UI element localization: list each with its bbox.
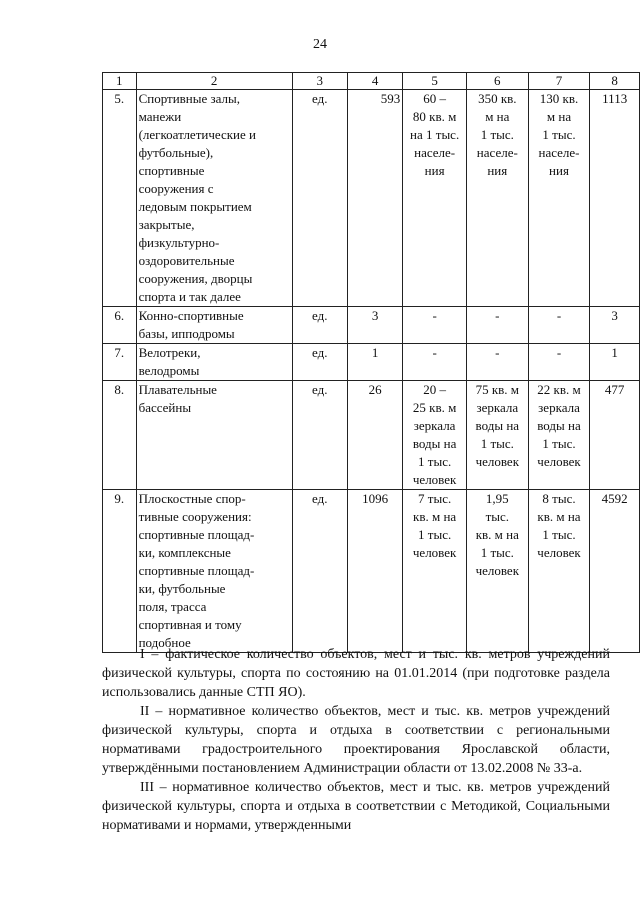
- table-row: [103, 490, 640, 653]
- header-cell: 3: [292, 73, 347, 90]
- unit-cell: ед.: [292, 381, 347, 490]
- facility-name: Плавательные бассейны: [138, 382, 217, 415]
- header-cell: 7: [528, 73, 590, 90]
- note-paragraph: I – фактическое количество объектов, мест и тыс. кв. метров учреждений физической культуры, спорта по состоянию на 01.01.2014 (при подготовке раздела использовались данные СТП ЯО).: [102, 647, 610, 700]
- facility-name: Плоскостные спор- тивные сооружения: спортивные площад- ки, комплексные спортивные площад- ки, футбольные поля, трасса спортивная и тому подобное: [138, 491, 255, 650]
- norm-cell: 60 – 80 кв. м на 1 тыс. населе- ния: [410, 91, 460, 178]
- norm-cell: -: [403, 344, 467, 381]
- unit-cell: ед.: [292, 344, 347, 381]
- table-row: [103, 90, 640, 307]
- actual-count-cell: 3: [347, 307, 402, 344]
- total-cell: 477: [590, 381, 640, 490]
- table-row: [103, 381, 640, 490]
- norm-cell: 20 – 25 кв. м зеркала воды на 1 тыс. человек: [412, 382, 457, 487]
- table-row: [103, 307, 640, 344]
- norm-cell: -: [528, 307, 590, 344]
- row-number: 7.: [103, 344, 137, 381]
- header-cell: 2: [136, 73, 292, 90]
- norm-cell: 22 кв. м зеркала воды на 1 тыс. человек: [537, 382, 581, 469]
- total-cell: 4592: [590, 490, 640, 653]
- total-cell: 3: [590, 307, 640, 344]
- header-cell: 4: [347, 73, 402, 90]
- facility-name: Спортивные залы, манежи (легкоатлетические и футбольные), спортивные сооружения с ледовым покрытием закрытые, физкультурно- оздоровительные сооружения, дворцы спорта и так далее: [138, 91, 256, 304]
- norm-cell: 1,95 тыс. кв. м на 1 тыс. человек: [475, 491, 520, 578]
- norm-cell: -: [403, 307, 467, 344]
- table-row: [103, 344, 640, 381]
- norm-cell: 350 кв. м на 1 тыс. населе- ния: [476, 91, 518, 178]
- actual-count-cell: 1096: [347, 490, 402, 653]
- norm-cell: 75 кв. м зеркала воды на 1 тыс. человек: [475, 382, 520, 469]
- note-paragraph: III – нормативное количество объектов, мест и тыс. кв. метров учреждений физической культуры, спорта и отдыха в соответствии с Методикой, Социальными нормативами и нормами, утвержденными: [102, 780, 610, 833]
- note-paragraph: II – нормативное количество объектов, мест и тыс. кв. метров учреждений физической культуры, спорта и отдыха в соответствии с региональными нормативами градостроительного проектирования Ярославской области, утверждёнными постановлением Администрации области от 13.02.2008 № 33-а.: [102, 704, 610, 776]
- unit-cell: ед.: [292, 307, 347, 344]
- header-cell: 1: [103, 73, 137, 90]
- row-number: 6.: [103, 307, 137, 344]
- facility-name: Велотреки, велодромы: [138, 345, 201, 378]
- unit-cell: ед.: [292, 490, 347, 653]
- norm-cell: -: [466, 307, 528, 344]
- actual-count-cell: 26: [347, 381, 402, 490]
- row-number: 5.: [103, 90, 137, 307]
- notes-section: [102, 645, 610, 835]
- facilities-table: [102, 72, 640, 653]
- row-number: 9.: [103, 490, 137, 653]
- norm-cell: -: [528, 344, 590, 381]
- actual-count-cell: 593: [347, 90, 402, 307]
- header-cell: 8: [590, 73, 640, 90]
- header-cell: 6: [466, 73, 528, 90]
- unit-cell: ед.: [292, 90, 347, 307]
- page-number: 24: [313, 37, 327, 52]
- norm-cell: 7 тыс. кв. м на 1 тыс. человек: [412, 491, 457, 560]
- actual-count-cell: 1: [347, 344, 402, 381]
- norm-cell: 130 кв. м на 1 тыс. населе- ния: [538, 91, 580, 178]
- total-cell: 1: [590, 344, 640, 381]
- facility-name: Конно-спортивные базы, ипподромы: [138, 308, 244, 341]
- norm-cell: 8 тыс. кв. м на 1 тыс. человек: [537, 491, 581, 560]
- table-header-row: [103, 73, 640, 90]
- row-number: 8.: [103, 381, 137, 490]
- header-cell: 5: [403, 73, 467, 90]
- total-cell: 1113: [590, 90, 640, 307]
- norm-cell: -: [466, 344, 528, 381]
